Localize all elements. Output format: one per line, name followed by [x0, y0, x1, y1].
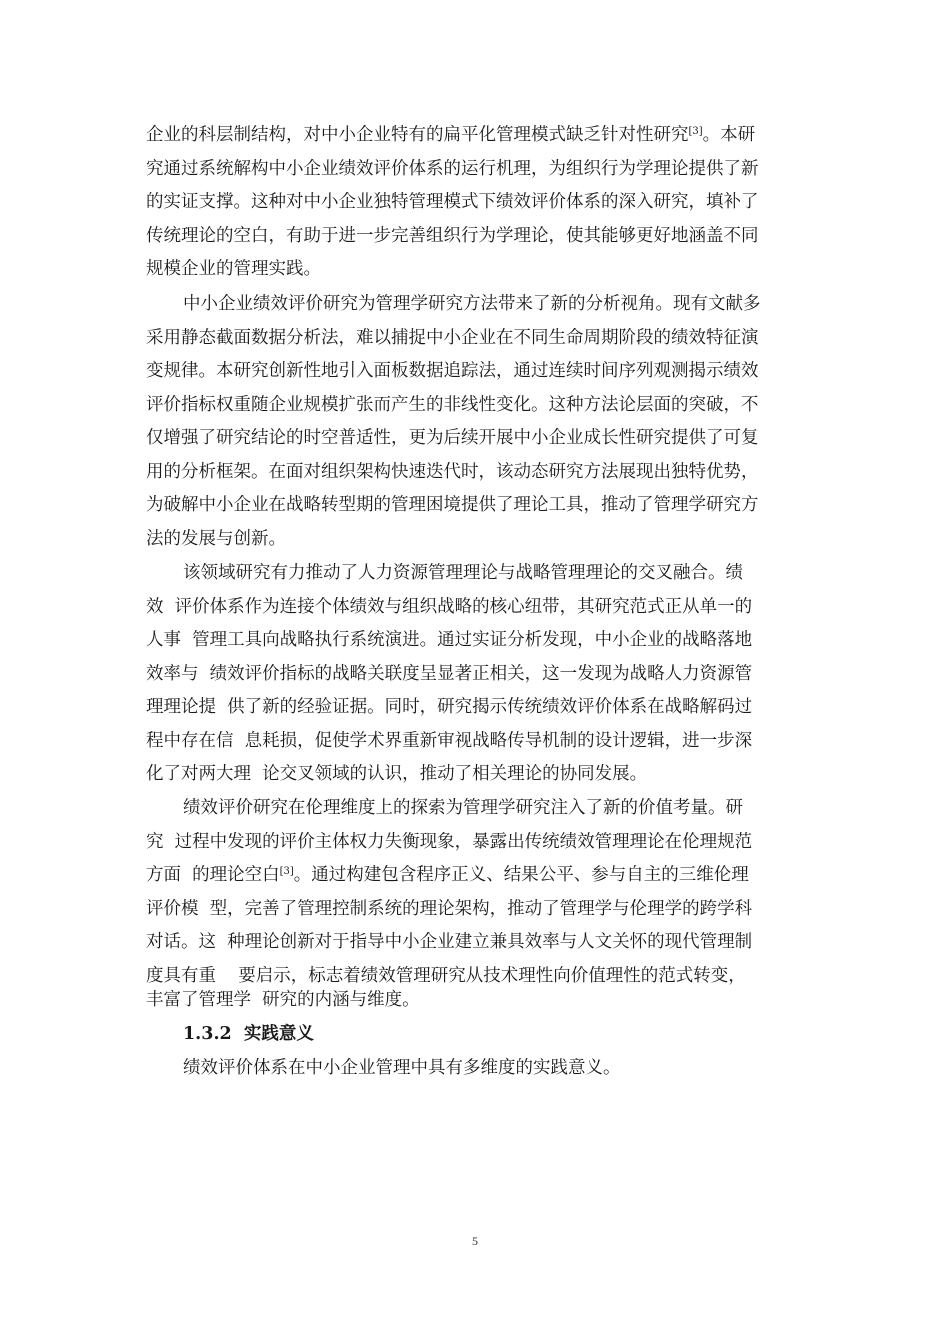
text-line: 中小企业绩效评价研究为管理学研究方法带来了新的分析视角。现有文献多	[183, 294, 761, 314]
text-line: 化了对两大理 论交叉领域的认识，推动了相关理论的协同发展。	[146, 764, 648, 784]
text-line: 度具有重 要启示，标志着绩效管理研究从技术理性向价值理性的范式转变，	[146, 966, 746, 986]
text-line: 丰富了管理学 研究的内涵与维度。	[146, 990, 420, 1010]
closing-paragraph: 绩效评价体系在中小企业管理中具有多维度的实践意义。	[183, 1058, 621, 1078]
text-line: 人事 管理工具向战略执行系统演进。通过实证分析发现，中小企业的战略落地	[146, 630, 753, 650]
citation: [3]	[688, 126, 703, 137]
text-line: 法的发展与创新。	[146, 529, 286, 549]
text-line: 仅增强了研究结论的时空普适性，更为后续开展中小企业成长性研究提供了可复	[146, 428, 759, 448]
text-line: 绩效评价研究在伦理维度上的探索为管理学研究注入了新的价值考量。研	[183, 798, 743, 818]
section-title: 实践意义	[243, 1024, 314, 1044]
section-heading	[183, 1022, 314, 1046]
text-line: 评价模 型，完善了管理控制系统的理论架构，推动了管理学与伦理学的跨学科	[146, 899, 753, 919]
text-line: 对话。这 种理论创新对于指导中小企业建立兼具效率与人文关怀的现代管理制	[146, 932, 753, 952]
text-line: 理理论提 供了新的经验证据。同时，研究揭示传统绩效评价体系在战略解码过	[146, 697, 753, 717]
text-line: 评价指标权重随企业规模扩张而产生的非线性变化。这种方法论层面的突破，不	[146, 395, 759, 415]
text-line: 程中存在信 息耗损，促使学术界重新审视战略传导机制的设计逻辑，进一步深	[146, 731, 753, 751]
text-line: 效 评价体系作为连接个体绩效与组织战略的核心纽带，其研究范式正从单一的	[146, 597, 753, 617]
text-line: 变规律。本研究创新性地引入面板数据追踪法，通过连续时间序列观测揭示绩效	[146, 361, 759, 381]
text-line: 采用静态截面数据分析法，难以捕捉中小企业在不同生命周期阶段的绩效特征演	[146, 328, 759, 348]
text-line: 企业的科层制结构，对中小企业特有的扁平化管理模式缺乏针对性研究[3]。本研	[146, 125, 756, 145]
text-line: 究 过程中发现的评价主体权力失衡现象，暴露出传统绩效管理理论在伦理规范	[146, 832, 753, 852]
text-line: 该领域研究有力推动了人力资源管理理论与战略管理理论的交叉融合。绩	[183, 563, 743, 583]
text-line: 为破解中小企业在战略转型期的管理困境提供了理论工具，推动了管理学研究方	[146, 495, 759, 515]
text-line: 传统理论的空白，有助于进一步完善组织行为学理论，使其能够更好地涵盖不同	[146, 226, 759, 246]
text-line: 的实证支撑。这种对中小企业独特管理模式下绩效评价体系的深入研究，填补了	[146, 192, 759, 212]
section-number: 1.3.2	[183, 1024, 232, 1044]
text-line: 方面 的理论空白[3]。通过构建包含程序正义、结果公平、参与自主的三维伦理	[146, 865, 749, 885]
text-line: 用的分析框架。在面对组织架构快速迭代时，该动态研究方法展现出独特优势，	[146, 462, 759, 482]
page-number: 5	[472, 1234, 478, 1248]
text-line: 究通过系统解构中小企业绩效评价体系的运行机理，为组织行为学理论提供了新	[146, 159, 759, 179]
citation: [3]	[279, 866, 294, 877]
text-line: 规模企业的管理实践。	[146, 259, 321, 279]
text-line: 效率与 绩效评价指标的战略关联度呈显著正相关，这一发现为战略人力资源管	[146, 664, 753, 684]
